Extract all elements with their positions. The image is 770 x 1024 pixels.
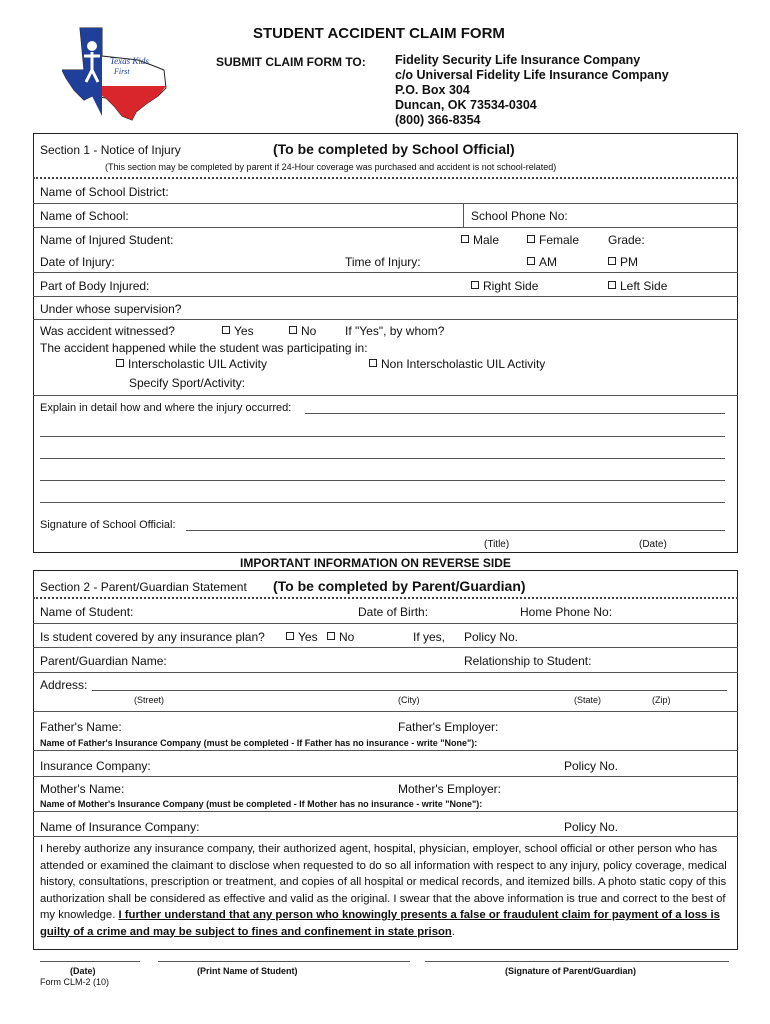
if-yes-label: If yes, [413, 630, 446, 644]
am-checkbox[interactable]: AM [527, 255, 557, 269]
address-line: Duncan, OK 73534-0304 [395, 98, 537, 112]
uil-checkbox[interactable]: Interscholastic UIL Activity [116, 357, 267, 371]
date-of-injury-field[interactable]: Date of Injury: [40, 255, 115, 269]
father-policy-field[interactable]: Policy No. [564, 759, 619, 773]
school-name-field[interactable]: Name of School: [40, 209, 129, 223]
city-caption: (City) [398, 695, 420, 705]
female-checkbox[interactable]: Female [527, 233, 579, 247]
grade-field[interactable]: Grade: [608, 233, 645, 247]
mother-employer-field[interactable]: Mother's Employer: [398, 782, 501, 796]
explain-line[interactable] [40, 480, 725, 481]
svg-text:Texas Kids: Texas Kids [110, 56, 149, 66]
father-name-field[interactable]: Father's Name: [40, 720, 122, 734]
authorization-text: I hereby authorize any insurance company, their authorized agent, hospital, physician, employer, school official or other person who has attended or examined the claimant to disclose when requested to do so all information with respect to any injury, policy coverage, medical history, consultations, prescription or treatment, and copies of all hospital or medical records, and itemized bills. A photo static copy of this authorization shall be considered as effective and valid as the original. I swear that the above information is true and correct to the best of my knowledge. I further understand that any person who knowingly presents a false or fraudulent claim for payment of a loss is guilty of a crime and may be subject to fines and confinement in state prison. [40, 843, 727, 938]
participating-label: The accident happened while the student was participating in: [40, 341, 368, 355]
mother-name-field[interactable]: Mother's Name: [40, 782, 125, 796]
left-side-checkbox[interactable]: Left Side [608, 279, 667, 293]
mother-insurance-company-field[interactable]: Name of Insurance Company: [40, 820, 200, 834]
by-whom-field[interactable]: If "Yes", by whom? [345, 324, 445, 338]
address-line: Fidelity Security Life Insurance Company [395, 53, 641, 67]
print-name-line[interactable] [158, 961, 410, 962]
insurance-company-field[interactable]: Insurance Company: [40, 759, 151, 773]
witnessed-label: Was accident witnessed? [40, 324, 175, 338]
relationship-field[interactable]: Relationship to Student: [464, 654, 592, 668]
address-label: Address: [40, 678, 88, 692]
parent-signature-line[interactable] [425, 961, 729, 962]
fraud-warning: I further understand that any person who knowingly presents a false or fraudulent claim for payment of a loss is guilty of a crime and may be subject to fines and confinement in state prison [40, 909, 720, 938]
company-address [395, 53, 669, 128]
section1-label: Section 1 - Notice of Injury [40, 143, 181, 157]
covered-yes-checkbox[interactable]: Yes [286, 630, 318, 644]
submit-label: SUBMIT CLAIM FORM TO: [216, 55, 366, 69]
form-code: Form CLM-2 (10) [40, 977, 110, 987]
witnessed-no-checkbox[interactable]: No [289, 324, 316, 338]
section1-heading: (To be completed by School Official) [273, 141, 515, 157]
texas-kids-first-logo [62, 26, 174, 122]
state-caption: (State) [574, 695, 602, 705]
witnessed-yes-checkbox[interactable]: Yes [222, 324, 254, 338]
section2-label: Section 2 - Parent/Guardian Statement [40, 580, 247, 594]
male-checkbox[interactable]: Male [461, 233, 499, 247]
explain-line[interactable] [305, 413, 725, 414]
supervision-field[interactable]: Under whose supervision? [40, 302, 182, 316]
signature-official-label: Signature of School Official: [40, 519, 176, 531]
body-part-field[interactable]: Part of Body Injured: [40, 279, 150, 293]
covered-no-checkbox[interactable]: No [327, 630, 354, 644]
school-district-field[interactable]: Name of School District: [40, 185, 169, 199]
time-of-injury-field[interactable]: Time of Injury: [345, 255, 421, 269]
explain-line[interactable] [40, 502, 725, 503]
right-side-checkbox[interactable]: Right Side [471, 279, 538, 293]
parent-signature-caption: (Signature of Parent/Guardian) [505, 966, 637, 976]
pm-checkbox[interactable]: PM [608, 255, 638, 269]
dob-field[interactable]: Date of Birth: [358, 605, 429, 619]
explain-line[interactable] [40, 436, 725, 437]
title-caption: (Title) [484, 539, 510, 550]
explain-label: Explain in detail how and where the injury occurred: [40, 402, 292, 414]
section2-heading: (To be completed by Parent/Guardian) [273, 578, 526, 594]
sport-activity-field[interactable]: Specify Sport/Activity: [129, 376, 246, 390]
home-phone-field[interactable]: Home Phone No: [520, 605, 613, 619]
signature-official-line[interactable] [186, 530, 725, 531]
form-title: STUDENT ACCIDENT CLAIM FORM [253, 25, 505, 42]
print-name-caption: (Print Name of Student) [197, 966, 298, 976]
date-caption: (Date) [639, 539, 667, 550]
address-line: P.O. Box 304 [395, 83, 470, 97]
father-insurance-note: Name of Father's Insurance Company (must be completed - If Father has no insurance - write "None"): [40, 738, 478, 748]
section1-note: (This section may be completed by parent if 24-Hour coverage was purchased and accident is not school-related) [105, 162, 557, 172]
policy-number-field[interactable]: Policy No. [464, 630, 519, 644]
zip-caption: (Zip) [652, 695, 671, 705]
date-signature-caption: (Date) [70, 966, 96, 976]
explain-line[interactable] [40, 458, 725, 459]
non-uil-checkbox[interactable]: Non Interscholastic UIL Activity [369, 357, 545, 371]
student-name-field[interactable]: Name of Student: [40, 605, 134, 619]
father-employer-field[interactable]: Father's Employer: [398, 720, 499, 734]
date-signature-line[interactable] [40, 961, 140, 962]
injured-student-field[interactable]: Name of Injured Student: [40, 233, 174, 247]
address-line[interactable] [92, 690, 727, 691]
svg-text:First: First [114, 67, 130, 76]
important-notice: IMPORTANT INFORMATION ON REVERSE SIDE [240, 556, 511, 570]
guardian-name-field[interactable]: Parent/Guardian Name: [40, 654, 167, 668]
school-phone-field[interactable]: School Phone No: [471, 209, 568, 223]
address-line: c/o Universal Fidelity Life Insurance Company [395, 68, 669, 82]
covered-label: Is student covered by any insurance plan? [40, 630, 265, 644]
street-caption: (Street) [134, 695, 165, 705]
mother-insurance-note: Name of Mother's Insurance Company (must be completed - If Mother has no insurance - write "None"): [40, 799, 483, 809]
address-line: (800) 366-8354 [395, 113, 481, 127]
mother-policy-field[interactable]: Policy No. [564, 820, 619, 834]
